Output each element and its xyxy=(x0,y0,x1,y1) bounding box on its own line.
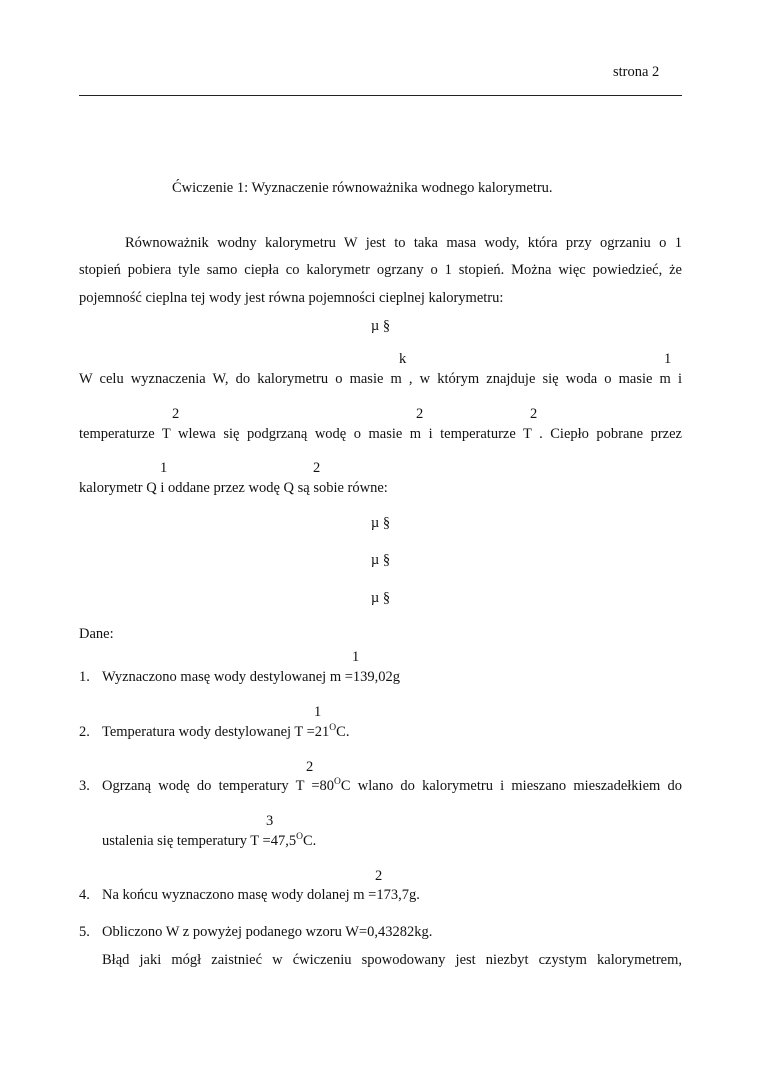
item1-sub: 1 xyxy=(352,649,360,665)
sub-2-c: 2 xyxy=(530,406,538,422)
para2-line-2: temperaturze T wlewa się podgrzaną wodę o masie m i temperaturze T . Ciepło pobrane przez xyxy=(79,426,682,442)
sub-k: k xyxy=(399,351,407,367)
intro-line-2: stopień pobiera tyle samo ciepła co kalorymetr ogrzany o 1 stopień. Można więc powiedzieć, że xyxy=(79,262,682,278)
formula-1: µ § xyxy=(370,318,391,334)
formula-3: µ § xyxy=(370,552,391,568)
item3-continuation: ustalenia się temperatury $T =47,5^OC$. xyxy=(102,832,317,849)
sub-2-a: 2 xyxy=(172,406,180,422)
para2-line-1: W celu wyznaczenia W, do kalorymetru o masie m , w którym znajduje się woda o masie m i xyxy=(79,371,682,387)
item2-number: 2. xyxy=(79,724,90,740)
page-number: strona 2 xyxy=(613,64,660,80)
item4-number: 4. xyxy=(79,887,90,903)
item5-text: Obliczono W z powyżej podanego wzoru W=0,43282kg. xyxy=(102,924,433,940)
item2-sub: 1 xyxy=(314,704,322,720)
exercise-title: Ćwiczenie 1: Wyznaczenie równoważnika wodnego kalorymetru. xyxy=(172,180,553,196)
sub-1-b: 1 xyxy=(160,460,168,476)
sub-2-b: 2 xyxy=(416,406,424,422)
formula-2: µ § xyxy=(370,515,391,531)
item3-cont-sub: 3 xyxy=(266,813,274,829)
dane-label: Dane: xyxy=(79,626,114,642)
header-divider xyxy=(79,95,682,96)
item2-text: Temperatura wody destylowanej $T =21^OC$. xyxy=(102,723,350,740)
sub-2-d: 2 xyxy=(313,460,321,476)
intro-line-1: Równoważnik wodny kalorymetru W jest to taka masa wody, która przy ogrzaniu o 1 xyxy=(125,235,682,251)
sub-1-a: 1 xyxy=(664,351,672,367)
item3-text: Ogrzaną wodę do temperatury $T =80^OC$ wlano do kalorymetru i mieszano mieszadełkiem do xyxy=(102,777,682,794)
item5-number: 5. xyxy=(79,924,90,940)
intro-line-3: pojemność cieplna tej wody jest równa pojemności cieplnej kalorymetru: xyxy=(79,290,504,306)
item4-text: Na końcu wyznaczono masę wody dolanej m =173,7g. xyxy=(102,887,420,903)
item3-number: 3. xyxy=(79,778,90,794)
formula-4: µ § xyxy=(370,590,391,606)
para2-line-3: kalorymetr Q i oddane przez wodę Q są sobie równe: xyxy=(79,480,388,496)
item3-sub: 2 xyxy=(306,759,314,775)
item4-sub: 2 xyxy=(375,868,383,884)
item1-number: 1. xyxy=(79,669,90,685)
closing-line: Błąd jaki mógł zaistnieć w ćwiczeniu spowodowany jest niezbyt czystym kalorymetrem, xyxy=(102,952,682,968)
item1-text: Wyznaczono masę wody destylowanej m =139,02g xyxy=(102,669,401,685)
